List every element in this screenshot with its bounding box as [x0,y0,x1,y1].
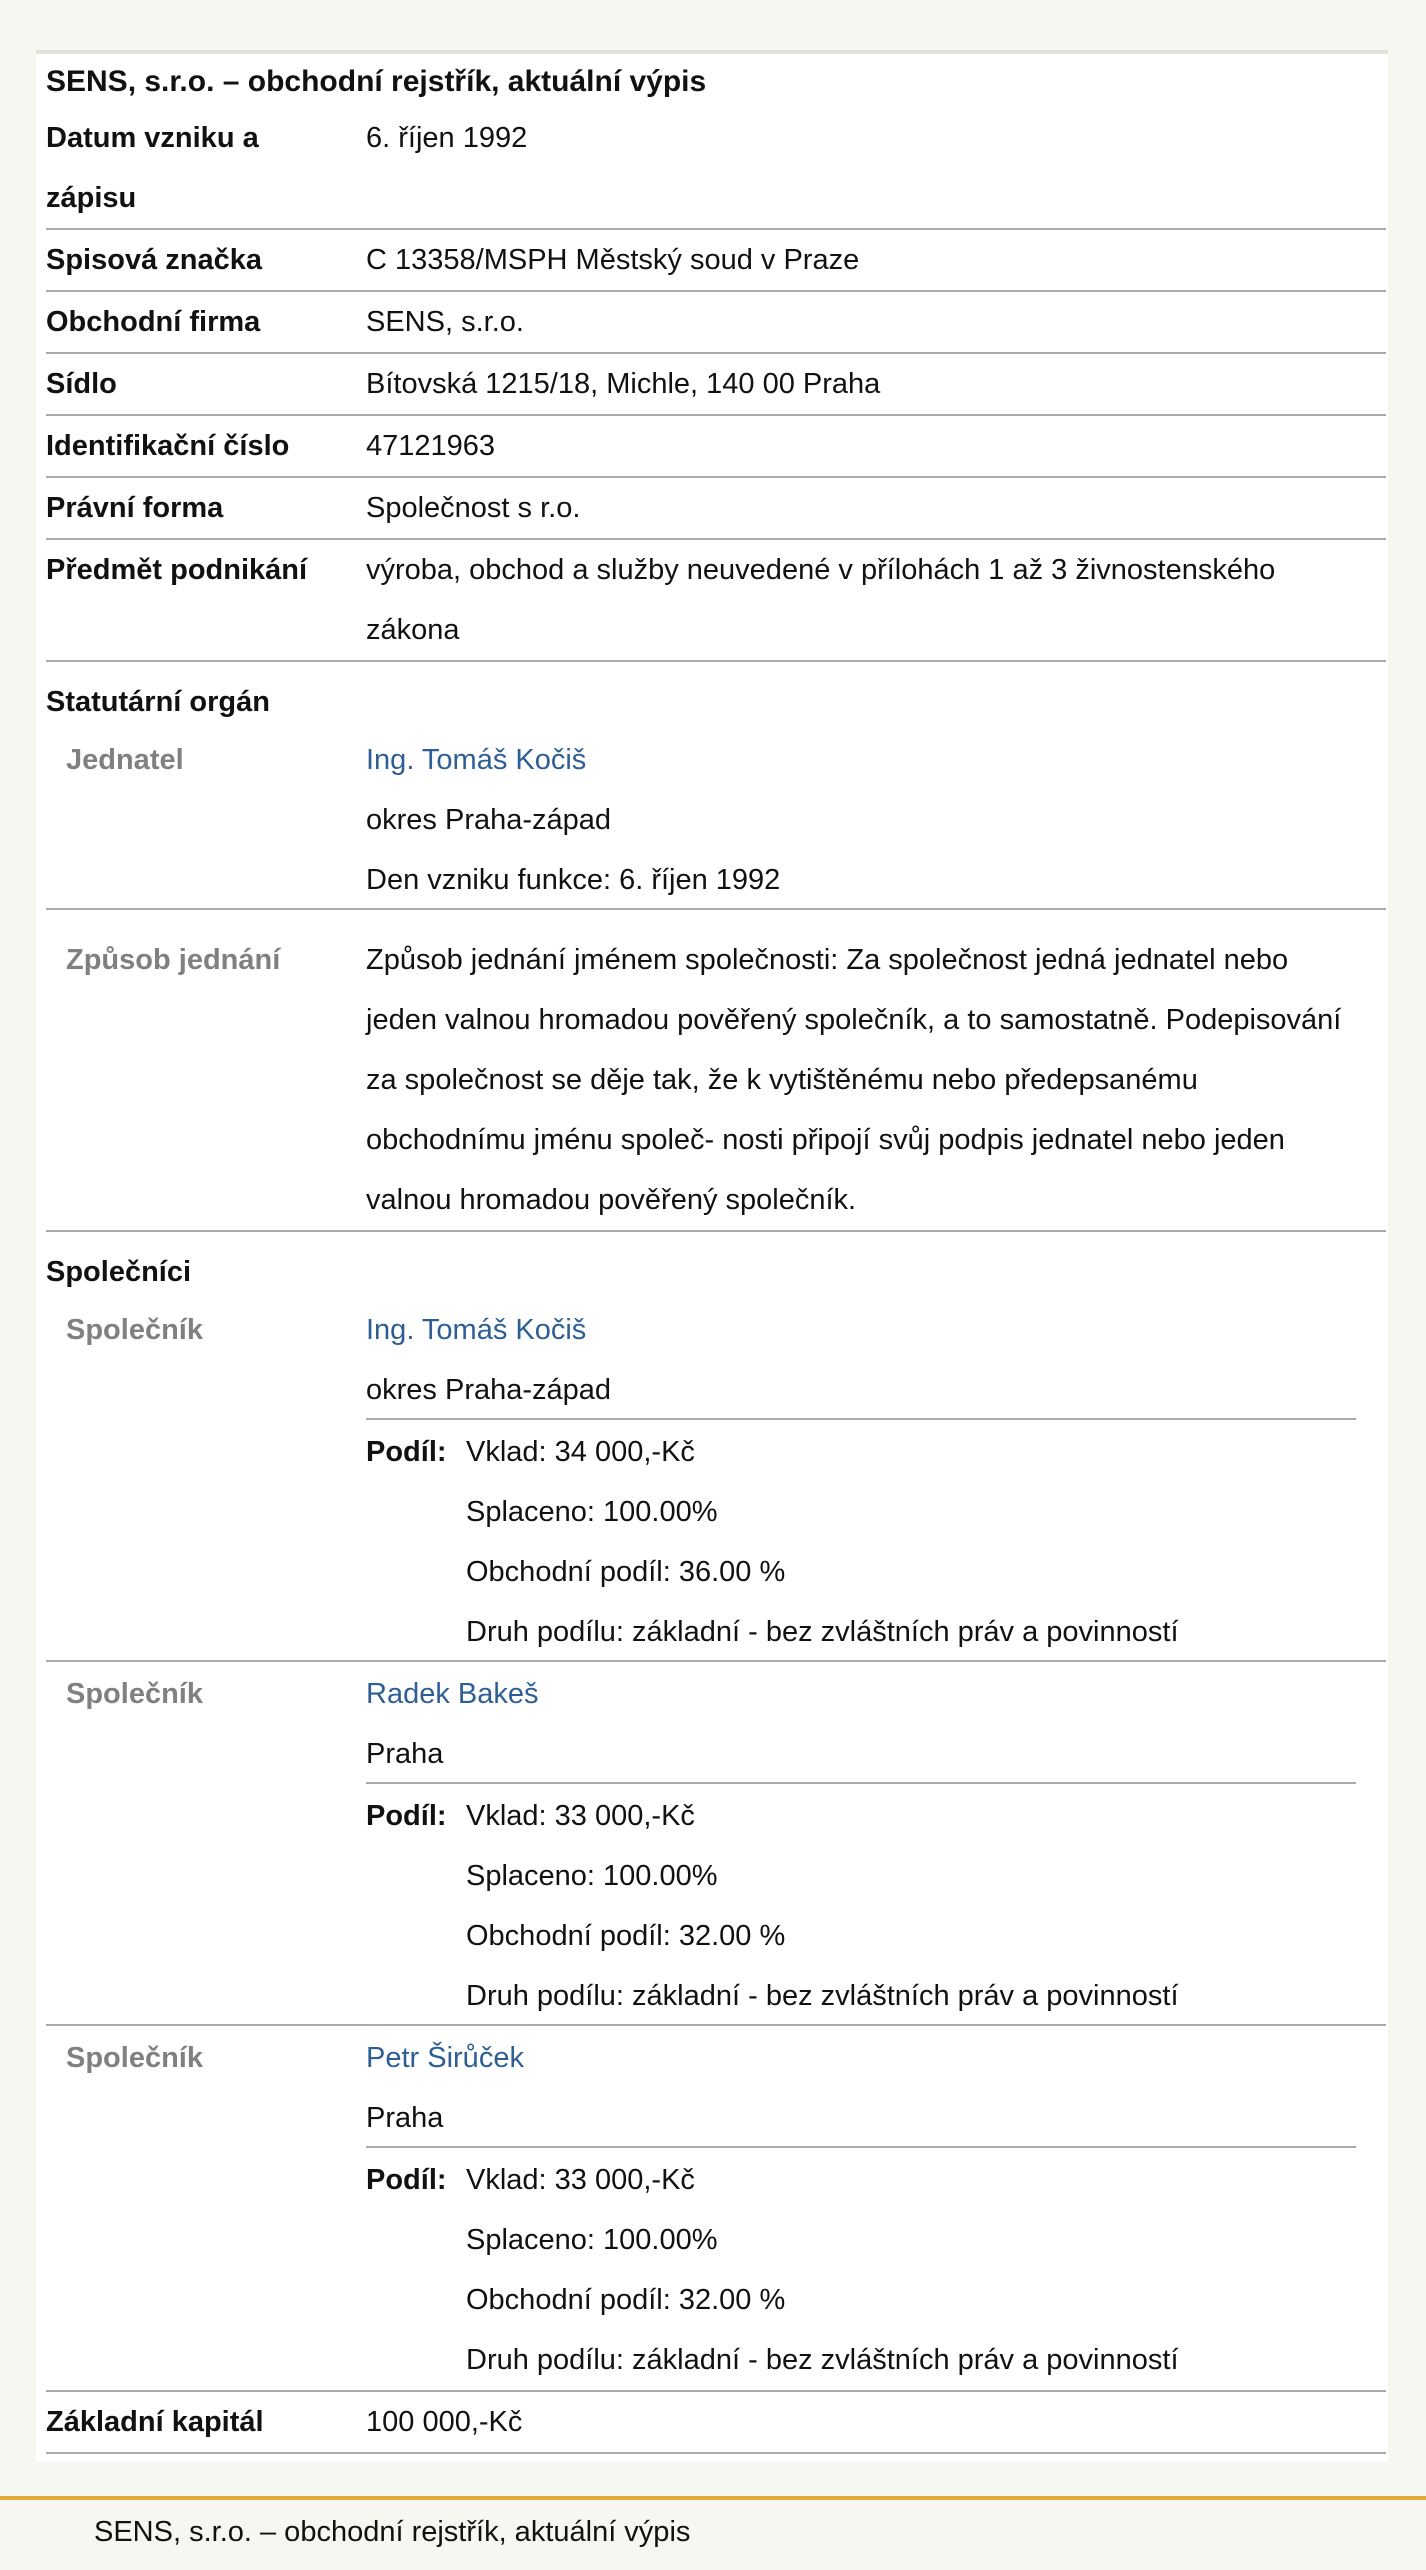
spolecnik-place: Praha [366,2102,444,2134]
divider [46,660,1386,662]
podil-druh: Druh podílu: základní - bez zvláštních práv a povinností [466,1616,1179,1648]
label-datum-vzniku: Datum vzniku a [46,122,259,154]
section-heading-statutarni: Statutární orgán [46,686,270,718]
value-spisova-znacka: C 13358/MSPH Městský soud v Praze [366,244,860,276]
spolecnik-name-link[interactable]: Radek Bakeš [366,1678,539,1710]
value-identifikacni-cislo: 47121963 [366,430,496,462]
label-datum-vzniku-2: zápisu [46,182,137,214]
zpusob-jednani-line: obchodnímu jménu společ- nosti připojí svůj podpis jednatel nebo jeden [366,1124,1285,1156]
label-identifikacni-cislo: Identifikační číslo [46,430,290,462]
label-spolecnik: Společník [66,1678,203,1710]
divider [46,1660,1386,1662]
label-zakladni-kapital: Základní kapitál [46,2406,264,2438]
podil-obchodni: Obchodní podíl: 32.00 % [466,2284,786,2316]
podil-splaceno: Splaceno: 100.00% [466,1496,718,1528]
divider [366,2146,1356,2148]
spolecnik-name-link[interactable]: Petr Širůček [366,2042,524,2074]
divider [46,908,1386,910]
value-sidlo: Bítovská 1215/18, Michle, 140 00 Praha [366,368,881,400]
footer-title: SENS, s.r.o. – obchodní rejstřík, aktuální výpis [94,2516,691,2548]
label-sidlo: Sídlo [46,368,117,400]
podil-obchodni: Obchodní podíl: 32.00 % [466,1920,786,1952]
section-heading-spolecnici: Společníci [46,1256,192,1288]
spolecnik-place: okres Praha-západ [366,1374,612,1406]
podil-vklad: Vklad: 33 000,-Kč [466,2164,695,2196]
jednatel-okres: okres Praha-západ [366,804,612,836]
divider [46,2452,1386,2454]
value-obchodni-firma: SENS, s.r.o. [366,306,524,338]
podil-druh: Druh podílu: základní - bez zvláštních práv a povinností [466,2344,1179,2376]
spolecnik-place: Praha [366,1738,444,1770]
footer-accent-bar [0,2496,1426,2500]
podil-obchodni: Obchodní podíl: 36.00 % [466,1556,786,1588]
podil-vklad: Vklad: 33 000,-Kč [466,1800,695,1832]
page-title: SENS, s.r.o. – obchodní rejstřík, aktuální výpis [46,65,707,98]
divider [46,476,1386,478]
podil-label: Podíl: [366,1436,447,1468]
value-predmet-podnikani-2: zákona [366,614,460,646]
label-spisova-znacka: Spisová značka [46,244,262,276]
label-predmet-podnikani: Předmět podnikání [46,554,308,586]
label-spolecnik: Společník [66,2042,203,2074]
divider [366,1782,1356,1784]
zpusob-jednani-line: Způsob jednání jménem společnosti: Za společnost jedná jednatel nebo [366,944,1289,976]
label-spolecnik: Společník [66,1314,203,1346]
jednatel-den-vzniku: Den vzniku funkce: 6. říjen 1992 [366,864,781,896]
divider [46,2024,1386,2026]
podil-splaceno: Splaceno: 100.00% [466,1860,718,1892]
divider [46,1230,1386,1232]
label-obchodni-firma: Obchodní firma [46,306,261,338]
divider [366,1418,1356,1420]
value-predmet-podnikani: výroba, obchod a služby neuvedené v přílohách 1 až 3 živnostenského [366,554,1276,586]
label-pravni-forma: Právní forma [46,492,224,524]
podil-label: Podíl: [366,2164,447,2196]
jednatel-name-link[interactable]: Ing. Tomáš Kočiš [366,744,587,776]
label-jednatel: Jednatel [66,744,184,776]
value-datum-vzniku: 6. říjen 1992 [366,122,528,154]
podil-druh: Druh podílu: základní - bez zvláštních práv a povinností [466,1980,1179,2012]
spolecnik-name-link[interactable]: Ing. Tomáš Kočiš [366,1314,587,1346]
podil-label: Podíl: [366,1800,447,1832]
label-zpusob-jednani: Způsob jednání [66,944,281,976]
zpusob-jednani-line: valnou hromadou pověřený společník. [366,1184,857,1216]
podil-vklad: Vklad: 34 000,-Kč [466,1436,695,1468]
zpusob-jednani-line: jeden valnou hromadou pověřený společník, a to samostatně. Podepisování [366,1004,1342,1036]
zpusob-jednani-line: za společnost se děje tak, že k vytištěnému nebo předepsanému [366,1064,1198,1096]
podil-splaceno: Splaceno: 100.00% [466,2224,718,2256]
value-pravni-forma: Společnost s r.o. [366,492,581,524]
value-zakladni-kapital: 100 000,-Kč [366,2406,523,2438]
